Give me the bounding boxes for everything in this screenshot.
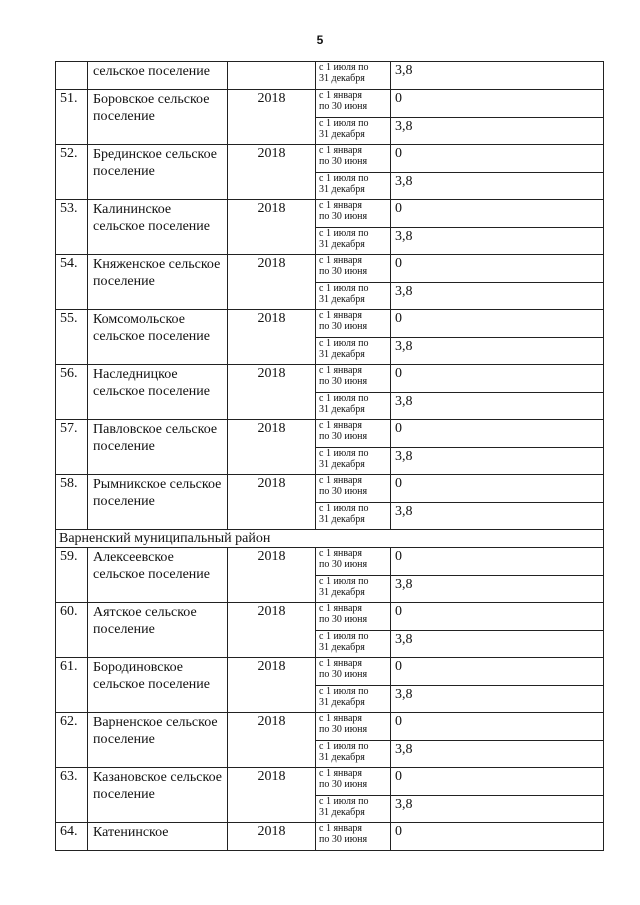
rate-cell: 0 bbox=[391, 310, 604, 338]
settlement-name: Комсомольское сельское поселение bbox=[88, 310, 228, 365]
table-row bbox=[56, 90, 604, 118]
table-row bbox=[56, 548, 604, 576]
period-line: с 1 июля по bbox=[319, 393, 369, 404]
period-cell bbox=[316, 631, 391, 658]
table-row bbox=[56, 145, 604, 173]
year-cell: 2018 bbox=[228, 768, 316, 823]
period-line: 31 декабря bbox=[319, 642, 365, 653]
period-line: 31 декабря bbox=[319, 184, 365, 195]
row-number-cell bbox=[56, 62, 88, 90]
period-line: с 1 января bbox=[319, 603, 363, 614]
period-line: по 30 июня bbox=[319, 266, 368, 277]
row-number: 62. bbox=[56, 713, 88, 768]
table-row bbox=[56, 603, 604, 631]
table-row bbox=[56, 310, 604, 338]
year-cell: 2018 bbox=[228, 548, 316, 603]
period-cell bbox=[316, 686, 391, 713]
settlement-name: Княженское сельское поселение bbox=[88, 255, 228, 310]
period-line: с 1 июля по bbox=[319, 796, 369, 807]
period-line: с 1 июля по bbox=[319, 173, 369, 184]
period-line: с 1 июля по bbox=[319, 631, 369, 642]
table-row bbox=[56, 713, 604, 741]
settlement-name: Бородиновское сельское поселение bbox=[88, 658, 228, 713]
year-cell: 2018 bbox=[228, 310, 316, 365]
year-cell: 2018 bbox=[228, 658, 316, 713]
period-line: с 1 января bbox=[319, 420, 363, 431]
period-cell bbox=[316, 145, 391, 173]
table-row bbox=[56, 768, 604, 796]
rate-cell: 0 bbox=[391, 548, 604, 576]
period-cell bbox=[316, 338, 391, 365]
period-line: 31 декабря bbox=[319, 294, 365, 305]
row-number: 60. bbox=[56, 603, 88, 658]
rate-cell: 0 bbox=[391, 713, 604, 741]
rate-cell: 3,8 bbox=[391, 338, 604, 365]
period-cell bbox=[316, 603, 391, 631]
period-line: с 1 июля по bbox=[319, 741, 369, 752]
period-line: по 30 июня bbox=[319, 779, 368, 790]
table-row bbox=[56, 255, 604, 283]
rate-cell: 0 bbox=[391, 768, 604, 796]
period-line: с 1 января bbox=[319, 658, 363, 669]
rate-cell: 0 bbox=[391, 603, 604, 631]
settlement-name: Рымникское сельское поселение bbox=[88, 475, 228, 530]
period-cell bbox=[316, 768, 391, 796]
period-line: по 30 июня bbox=[319, 431, 368, 442]
period-line: 31 декабря bbox=[319, 73, 365, 84]
year-cell: 2018 bbox=[228, 200, 316, 255]
settlement-name: Павловское сельское поселение bbox=[88, 420, 228, 475]
period-line: с 1 июля по bbox=[319, 338, 369, 349]
period-line: по 30 июня bbox=[319, 614, 368, 625]
row-number: 57. bbox=[56, 420, 88, 475]
period-cell bbox=[316, 310, 391, 338]
period-line: с 1 июля по bbox=[319, 503, 369, 514]
row-number: 58. bbox=[56, 475, 88, 530]
settlement-name: Казановское сельское поселение bbox=[88, 768, 228, 823]
table-row bbox=[56, 200, 604, 228]
row-number: 54. bbox=[56, 255, 88, 310]
table-row bbox=[56, 420, 604, 448]
period-cell bbox=[316, 228, 391, 255]
period-line: 31 декабря bbox=[319, 239, 365, 250]
period-line: по 30 июня bbox=[319, 211, 368, 222]
period-cell bbox=[316, 796, 391, 823]
period-line: с 1 января bbox=[319, 90, 363, 101]
period-line: по 30 июня bbox=[319, 376, 368, 387]
row-number: 61. bbox=[56, 658, 88, 713]
rate-cell: 0 bbox=[391, 145, 604, 173]
period-cell bbox=[316, 173, 391, 200]
period-line: по 30 июня bbox=[319, 724, 368, 735]
period-line: с 1 января bbox=[319, 548, 363, 559]
period-cell bbox=[316, 393, 391, 420]
rate-cell: 0 bbox=[391, 823, 604, 851]
section-row bbox=[56, 530, 604, 548]
period-cell bbox=[316, 713, 391, 741]
period-line: с 1 июля по bbox=[319, 448, 369, 459]
rate-cell: 3,8 bbox=[391, 283, 604, 310]
period-line: с 1 июля по bbox=[319, 576, 369, 587]
row-number: 63. bbox=[56, 768, 88, 823]
period-line: 31 декабря bbox=[319, 697, 365, 708]
rate-cell: 0 bbox=[391, 658, 604, 686]
rate-cell: 3,8 bbox=[391, 118, 604, 145]
period-line: с 1 июля по bbox=[319, 686, 369, 697]
period-line: 31 декабря bbox=[319, 404, 365, 415]
period-line: с 1 января bbox=[319, 713, 363, 724]
period-cell bbox=[316, 548, 391, 576]
period-cell bbox=[316, 62, 391, 90]
settlement-name: Аятское сельское поселение bbox=[88, 603, 228, 658]
table-row bbox=[56, 475, 604, 503]
rate-cell: 0 bbox=[391, 200, 604, 228]
period-line: 31 декабря bbox=[319, 587, 365, 598]
row-number: 52. bbox=[56, 145, 88, 200]
row-number: 59. bbox=[56, 548, 88, 603]
period-cell bbox=[316, 200, 391, 228]
settlement-name: Наследницкое сельское поселение bbox=[88, 365, 228, 420]
period-cell bbox=[316, 741, 391, 768]
rate-cell: 3,8 bbox=[391, 62, 604, 90]
period-line: 31 декабря bbox=[319, 459, 365, 470]
period-line: с 1 января bbox=[319, 145, 363, 156]
period-line: по 30 июня bbox=[319, 559, 368, 570]
year-cell: 2018 bbox=[228, 713, 316, 768]
period-line: с 1 июля по bbox=[319, 62, 369, 73]
settlement-name: Варненское сельское поселение bbox=[88, 713, 228, 768]
rate-cell: 0 bbox=[391, 420, 604, 448]
rate-cell: 3,8 bbox=[391, 796, 604, 823]
rate-cell: 0 bbox=[391, 365, 604, 393]
period-line: с 1 января bbox=[319, 823, 363, 834]
period-line: с 1 января bbox=[319, 365, 363, 376]
rate-cell: 3,8 bbox=[391, 448, 604, 475]
rate-cell: 3,8 bbox=[391, 631, 604, 658]
period-cell bbox=[316, 118, 391, 145]
settlement-name: Боровское сельское поселение bbox=[88, 90, 228, 145]
year-cell: 2018 bbox=[228, 603, 316, 658]
period-line: по 30 июня bbox=[319, 101, 368, 112]
rate-cell: 3,8 bbox=[391, 228, 604, 255]
row-number: 53. bbox=[56, 200, 88, 255]
period-line: 31 декабря bbox=[319, 752, 365, 763]
year-cell: 2018 bbox=[228, 365, 316, 420]
rate-cell: 3,8 bbox=[391, 576, 604, 603]
period-cell bbox=[316, 448, 391, 475]
rate-cell: 3,8 bbox=[391, 503, 604, 530]
period-cell bbox=[316, 503, 391, 530]
year-cell: 2018 bbox=[228, 145, 316, 200]
year-cell: 2018 bbox=[228, 255, 316, 310]
period-cell bbox=[316, 475, 391, 503]
period-line: 31 декабря bbox=[319, 129, 365, 140]
year-cell bbox=[228, 62, 316, 90]
year-cell: 2018 bbox=[228, 475, 316, 530]
period-line: с 1 января bbox=[319, 200, 363, 211]
settlement-name: Алексеевское сельское поселение bbox=[88, 548, 228, 603]
settlement-name: Брединское сельское поселение bbox=[88, 145, 228, 200]
row-number: 56. bbox=[56, 365, 88, 420]
year-cell: 2018 bbox=[228, 823, 316, 851]
year-cell: 2018 bbox=[228, 90, 316, 145]
period-cell bbox=[316, 823, 391, 851]
table-row bbox=[56, 823, 604, 851]
table-row bbox=[56, 365, 604, 393]
period-line: с 1 июля по bbox=[319, 118, 369, 129]
settlement-name: Калининское сельское поселение bbox=[88, 200, 228, 255]
period-cell bbox=[316, 90, 391, 118]
period-line: с 1 июля по bbox=[319, 228, 369, 239]
table-row bbox=[56, 62, 604, 90]
period-line: с 1 января bbox=[319, 475, 363, 486]
tax-rate-table bbox=[55, 61, 604, 851]
table-row bbox=[56, 658, 604, 686]
period-cell bbox=[316, 658, 391, 686]
year-cell: 2018 bbox=[228, 420, 316, 475]
rate-cell: 0 bbox=[391, 255, 604, 283]
rate-cell: 3,8 bbox=[391, 686, 604, 713]
period-line: с 1 января bbox=[319, 310, 363, 321]
period-line: по 30 июня bbox=[319, 834, 368, 845]
rate-cell: 0 bbox=[391, 475, 604, 503]
period-cell bbox=[316, 576, 391, 603]
period-line: 31 декабря bbox=[319, 514, 365, 525]
period-cell bbox=[316, 420, 391, 448]
period-cell bbox=[316, 365, 391, 393]
rate-cell: 3,8 bbox=[391, 173, 604, 200]
row-number: 64. bbox=[56, 823, 88, 851]
section-title: Варненский муниципальный район bbox=[56, 530, 604, 548]
period-line: 31 декабря bbox=[319, 349, 365, 360]
rate-cell: 0 bbox=[391, 90, 604, 118]
period-line: по 30 июня bbox=[319, 486, 368, 497]
period-line: с 1 января bbox=[319, 768, 363, 779]
period-line: 31 декабря bbox=[319, 807, 365, 818]
row-number: 55. bbox=[56, 310, 88, 365]
period-line: по 30 июня bbox=[319, 156, 368, 167]
period-cell bbox=[316, 283, 391, 310]
period-line: по 30 июня bbox=[319, 321, 368, 332]
rate-cell: 3,8 bbox=[391, 741, 604, 768]
row-number: 51. bbox=[56, 90, 88, 145]
page-number: 5 bbox=[316, 33, 324, 47]
period-line: по 30 июня bbox=[319, 669, 368, 680]
period-cell bbox=[316, 255, 391, 283]
rate-cell: 3,8 bbox=[391, 393, 604, 420]
period-line: с 1 января bbox=[319, 255, 363, 266]
settlement-name: сельское поселение bbox=[88, 62, 228, 90]
settlement-name: Катенинское bbox=[88, 823, 228, 851]
period-line: с 1 июля по bbox=[319, 283, 369, 294]
